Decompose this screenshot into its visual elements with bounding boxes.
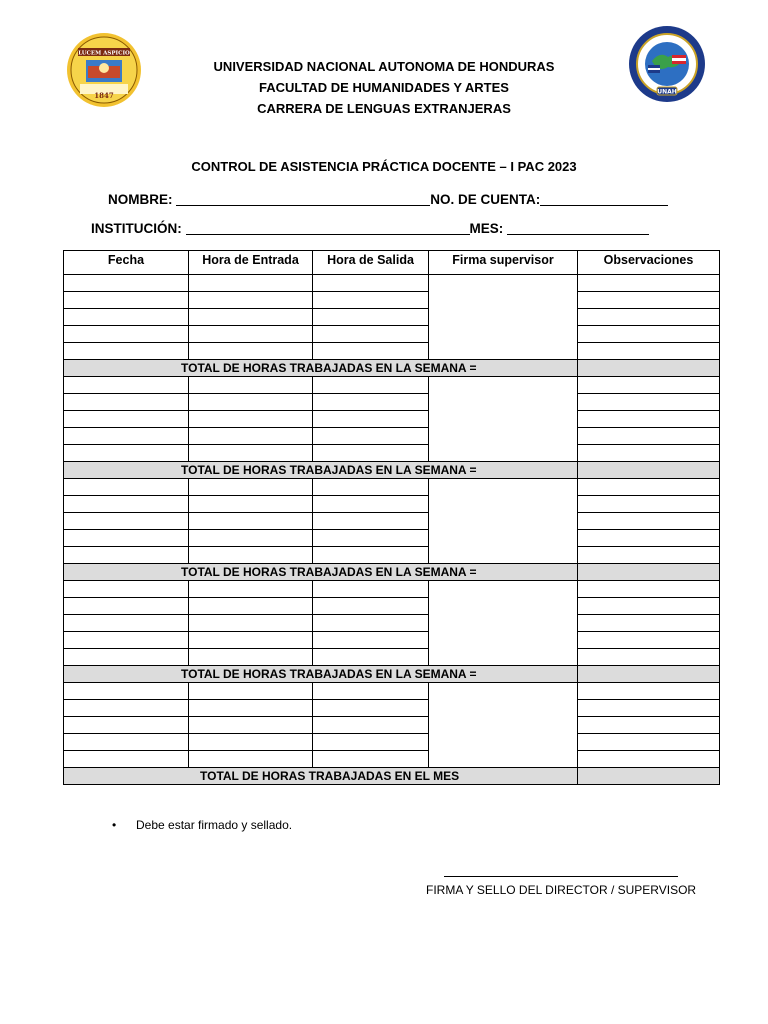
table-row bbox=[64, 326, 720, 343]
header-faculty: FACULTAD DE HUMANIDADES Y ARTES bbox=[259, 80, 509, 95]
cell-hora-entrada[interactable] bbox=[189, 632, 313, 649]
table-row bbox=[64, 632, 720, 649]
form-title: CONTROL DE ASISTENCIA PRÁCTICA DOCENTE – I PAC 2023 bbox=[191, 159, 577, 174]
cell-hora-entrada[interactable] bbox=[189, 445, 313, 462]
col-observaciones: Observaciones bbox=[578, 251, 720, 275]
cell-fecha[interactable] bbox=[64, 428, 189, 445]
cell-observaciones[interactable] bbox=[578, 377, 720, 394]
table-row bbox=[64, 343, 720, 360]
cell-hora-entrada[interactable] bbox=[189, 292, 313, 309]
table-row bbox=[64, 377, 720, 394]
cell-firma[interactable] bbox=[429, 275, 578, 360]
table-row bbox=[64, 394, 720, 411]
cell-observaciones[interactable] bbox=[578, 632, 720, 649]
cell-hora-salida[interactable] bbox=[313, 615, 429, 632]
cell-hora-entrada[interactable] bbox=[189, 513, 313, 530]
cell-hora-salida[interactable] bbox=[313, 700, 429, 717]
cell-hora-salida[interactable] bbox=[313, 734, 429, 751]
cell-fecha[interactable] bbox=[64, 309, 189, 326]
col-hora-entrada: Hora de Entrada bbox=[189, 251, 313, 275]
cell-hora-entrada[interactable] bbox=[189, 598, 313, 615]
note bbox=[112, 818, 292, 832]
table-header-row bbox=[64, 251, 720, 275]
cell-observaciones[interactable] bbox=[578, 445, 720, 462]
table-row bbox=[64, 700, 720, 717]
table-row bbox=[64, 547, 720, 564]
cell-observaciones[interactable] bbox=[578, 734, 720, 751]
table-row bbox=[64, 309, 720, 326]
cuenta-field[interactable] bbox=[540, 191, 668, 206]
cell-observaciones[interactable] bbox=[578, 598, 720, 615]
table-row bbox=[64, 479, 720, 496]
month-total-label: TOTAL DE HORAS TRABAJADAS EN EL MES bbox=[64, 768, 578, 785]
cell-fecha[interactable] bbox=[64, 292, 189, 309]
table-row bbox=[64, 428, 720, 445]
table-row bbox=[64, 734, 720, 751]
cell-hora-entrada[interactable] bbox=[189, 275, 313, 292]
attendance-table bbox=[63, 250, 720, 785]
cell-hora-salida[interactable] bbox=[313, 581, 429, 598]
cell-hora-entrada[interactable] bbox=[189, 717, 313, 734]
cell-hora-salida[interactable] bbox=[313, 751, 429, 768]
cell-observaciones[interactable] bbox=[578, 530, 720, 547]
nombre-cuenta-row bbox=[108, 191, 668, 207]
cell-hora-salida[interactable] bbox=[313, 411, 429, 428]
cell-hora-salida[interactable] bbox=[313, 394, 429, 411]
col-hora-salida: Hora de Salida bbox=[313, 251, 429, 275]
nombre-field[interactable] bbox=[176, 191, 430, 206]
week-total-row bbox=[64, 462, 720, 479]
cell-fecha[interactable] bbox=[64, 496, 189, 513]
cell-observaciones[interactable] bbox=[578, 649, 720, 666]
cell-firma[interactable] bbox=[429, 683, 578, 768]
cell-hora-entrada[interactable] bbox=[189, 615, 313, 632]
cell-hora-salida[interactable] bbox=[313, 632, 429, 649]
cell-fecha[interactable] bbox=[64, 649, 189, 666]
table-row bbox=[64, 496, 720, 513]
cell-fecha[interactable] bbox=[64, 275, 189, 292]
cell-observaciones[interactable] bbox=[578, 411, 720, 428]
cell-firma[interactable] bbox=[429, 581, 578, 666]
cell-hora-salida[interactable] bbox=[313, 309, 429, 326]
cell-hora-entrada[interactable] bbox=[189, 683, 313, 700]
cell-fecha[interactable] bbox=[64, 530, 189, 547]
cell-hora-entrada[interactable] bbox=[189, 377, 313, 394]
cell-observaciones[interactable] bbox=[578, 547, 720, 564]
table-row bbox=[64, 717, 720, 734]
cell-firma[interactable] bbox=[429, 479, 578, 564]
bullet-icon: • bbox=[112, 818, 117, 832]
cell-observaciones[interactable] bbox=[578, 683, 720, 700]
cell-fecha[interactable] bbox=[64, 377, 189, 394]
week-total-row bbox=[64, 360, 720, 377]
cell-observaciones[interactable] bbox=[578, 479, 720, 496]
week-total-label: TOTAL DE HORAS TRABAJADAS EN LA SEMANA = bbox=[64, 666, 578, 683]
week-total-label: TOTAL DE HORAS TRABAJADAS EN LA SEMANA = bbox=[64, 564, 578, 581]
table-row bbox=[64, 513, 720, 530]
cell-observaciones[interactable] bbox=[578, 309, 720, 326]
cell-hora-salida[interactable] bbox=[313, 343, 429, 360]
cell-fecha[interactable] bbox=[64, 445, 189, 462]
cell-hora-entrada[interactable] bbox=[189, 496, 313, 513]
svg-text:UNAH: UNAH bbox=[657, 88, 677, 96]
institution-header bbox=[0, 56, 768, 119]
cell-fecha[interactable] bbox=[64, 734, 189, 751]
col-firma-supervisor: Firma supervisor bbox=[429, 251, 578, 275]
cell-hora-entrada[interactable] bbox=[189, 309, 313, 326]
week-total-label: TOTAL DE HORAS TRABAJADAS EN LA SEMANA = bbox=[64, 462, 578, 479]
week-total-row bbox=[64, 564, 720, 581]
cell-firma[interactable] bbox=[429, 377, 578, 462]
cell-observaciones[interactable] bbox=[578, 496, 720, 513]
cell-hora-entrada[interactable] bbox=[189, 530, 313, 547]
cell-observaciones[interactable] bbox=[578, 700, 720, 717]
cell-hora-entrada[interactable] bbox=[189, 547, 313, 564]
institucion-field[interactable] bbox=[186, 220, 470, 235]
header-university: UNIVERSIDAD NACIONAL AUTONOMA DE HONDURAS bbox=[213, 59, 555, 74]
cell-hora-salida[interactable] bbox=[313, 547, 429, 564]
cell-fecha[interactable] bbox=[64, 751, 189, 768]
signature-line[interactable] bbox=[444, 876, 678, 877]
cell-hora-salida[interactable] bbox=[313, 479, 429, 496]
cell-observaciones[interactable] bbox=[578, 275, 720, 292]
table-row bbox=[64, 292, 720, 309]
cell-hora-salida[interactable] bbox=[313, 683, 429, 700]
cell-hora-salida[interactable] bbox=[313, 377, 429, 394]
cell-fecha[interactable] bbox=[64, 411, 189, 428]
svg-text:LUCEM ASPICIO: LUCEM ASPICIO bbox=[78, 50, 130, 57]
cell-hora-salida[interactable] bbox=[313, 649, 429, 666]
table-row bbox=[64, 581, 720, 598]
cell-observaciones[interactable] bbox=[578, 292, 720, 309]
cell-fecha[interactable] bbox=[64, 632, 189, 649]
cell-observaciones[interactable] bbox=[578, 513, 720, 530]
cell-hora-salida[interactable] bbox=[313, 275, 429, 292]
mes-label: MES: bbox=[469, 221, 504, 236]
cell-hora-entrada[interactable] bbox=[189, 734, 313, 751]
cell-hora-entrada[interactable] bbox=[189, 394, 313, 411]
cell-hora-salida[interactable] bbox=[313, 513, 429, 530]
header-career: CARRERA DE LENGUAS EXTRANJERAS bbox=[257, 101, 511, 116]
cuenta-label: NO. DE CUENTA: bbox=[430, 192, 541, 207]
cell-hora-salida[interactable] bbox=[313, 445, 429, 462]
cell-hora-salida[interactable] bbox=[313, 496, 429, 513]
cell-observaciones[interactable] bbox=[578, 751, 720, 768]
table-row bbox=[64, 275, 720, 292]
cell-fecha[interactable] bbox=[64, 343, 189, 360]
cell-observaciones[interactable] bbox=[578, 326, 720, 343]
cell-hora-salida[interactable] bbox=[313, 428, 429, 445]
table-row bbox=[64, 649, 720, 666]
cell-observaciones[interactable] bbox=[578, 394, 720, 411]
col-fecha: Fecha bbox=[64, 251, 189, 275]
table-row bbox=[64, 615, 720, 632]
table-row bbox=[64, 411, 720, 428]
cell-hora-entrada[interactable] bbox=[189, 479, 313, 496]
cell-hora-entrada[interactable] bbox=[189, 751, 313, 768]
cell-hora-salida[interactable] bbox=[313, 717, 429, 734]
cell-fecha[interactable] bbox=[64, 479, 189, 496]
note-text: Debe estar firmado y sellado. bbox=[136, 818, 293, 832]
nombre-label: NOMBRE: bbox=[108, 192, 173, 207]
cell-fecha[interactable] bbox=[64, 581, 189, 598]
week-total-label: TOTAL DE HORAS TRABAJADAS EN LA SEMANA = bbox=[64, 360, 578, 377]
table-row bbox=[64, 751, 720, 768]
cell-fecha[interactable] bbox=[64, 700, 189, 717]
cell-fecha[interactable] bbox=[64, 547, 189, 564]
cell-hora-entrada[interactable] bbox=[189, 428, 313, 445]
institucion-mes-row bbox=[91, 220, 649, 236]
table-row bbox=[64, 683, 720, 700]
cell-hora-entrada[interactable] bbox=[189, 649, 313, 666]
table-row bbox=[64, 530, 720, 547]
week-total-value[interactable] bbox=[578, 666, 720, 683]
cell-hora-entrada[interactable] bbox=[189, 581, 313, 598]
cell-fecha[interactable] bbox=[64, 394, 189, 411]
month-total-value[interactable] bbox=[578, 768, 720, 785]
cell-fecha[interactable] bbox=[64, 683, 189, 700]
cell-observaciones[interactable] bbox=[578, 581, 720, 598]
signature-label: FIRMA Y SELLO DEL DIRECTOR / SUPERVISOR bbox=[426, 883, 697, 897]
cell-hora-entrada[interactable] bbox=[189, 411, 313, 428]
cell-fecha[interactable] bbox=[64, 326, 189, 343]
cell-hora-salida[interactable] bbox=[313, 598, 429, 615]
cell-fecha[interactable] bbox=[64, 615, 189, 632]
cell-observaciones[interactable] bbox=[578, 717, 720, 734]
cell-fecha[interactable] bbox=[64, 513, 189, 530]
cell-hora-entrada[interactable] bbox=[189, 343, 313, 360]
table-row bbox=[64, 598, 720, 615]
week-total-value[interactable] bbox=[578, 462, 720, 479]
mes-field[interactable] bbox=[507, 220, 649, 235]
cell-fecha[interactable] bbox=[64, 598, 189, 615]
cell-hora-entrada[interactable] bbox=[189, 326, 313, 343]
cell-hora-salida[interactable] bbox=[313, 326, 429, 343]
cell-hora-entrada[interactable] bbox=[189, 700, 313, 717]
svg-text:1847: 1847 bbox=[94, 91, 114, 100]
table-row bbox=[64, 445, 720, 462]
week-total-value[interactable] bbox=[578, 564, 720, 581]
month-total-row bbox=[64, 768, 720, 785]
week-total-value[interactable] bbox=[578, 360, 720, 377]
week-total-row bbox=[64, 666, 720, 683]
cell-observaciones[interactable] bbox=[578, 343, 720, 360]
cell-observaciones[interactable] bbox=[578, 615, 720, 632]
cell-fecha[interactable] bbox=[64, 717, 189, 734]
cell-hora-salida[interactable] bbox=[313, 530, 429, 547]
cell-observaciones[interactable] bbox=[578, 428, 720, 445]
institucion-label: INSTITUCIÓN: bbox=[91, 221, 182, 236]
cell-hora-salida[interactable] bbox=[313, 292, 429, 309]
